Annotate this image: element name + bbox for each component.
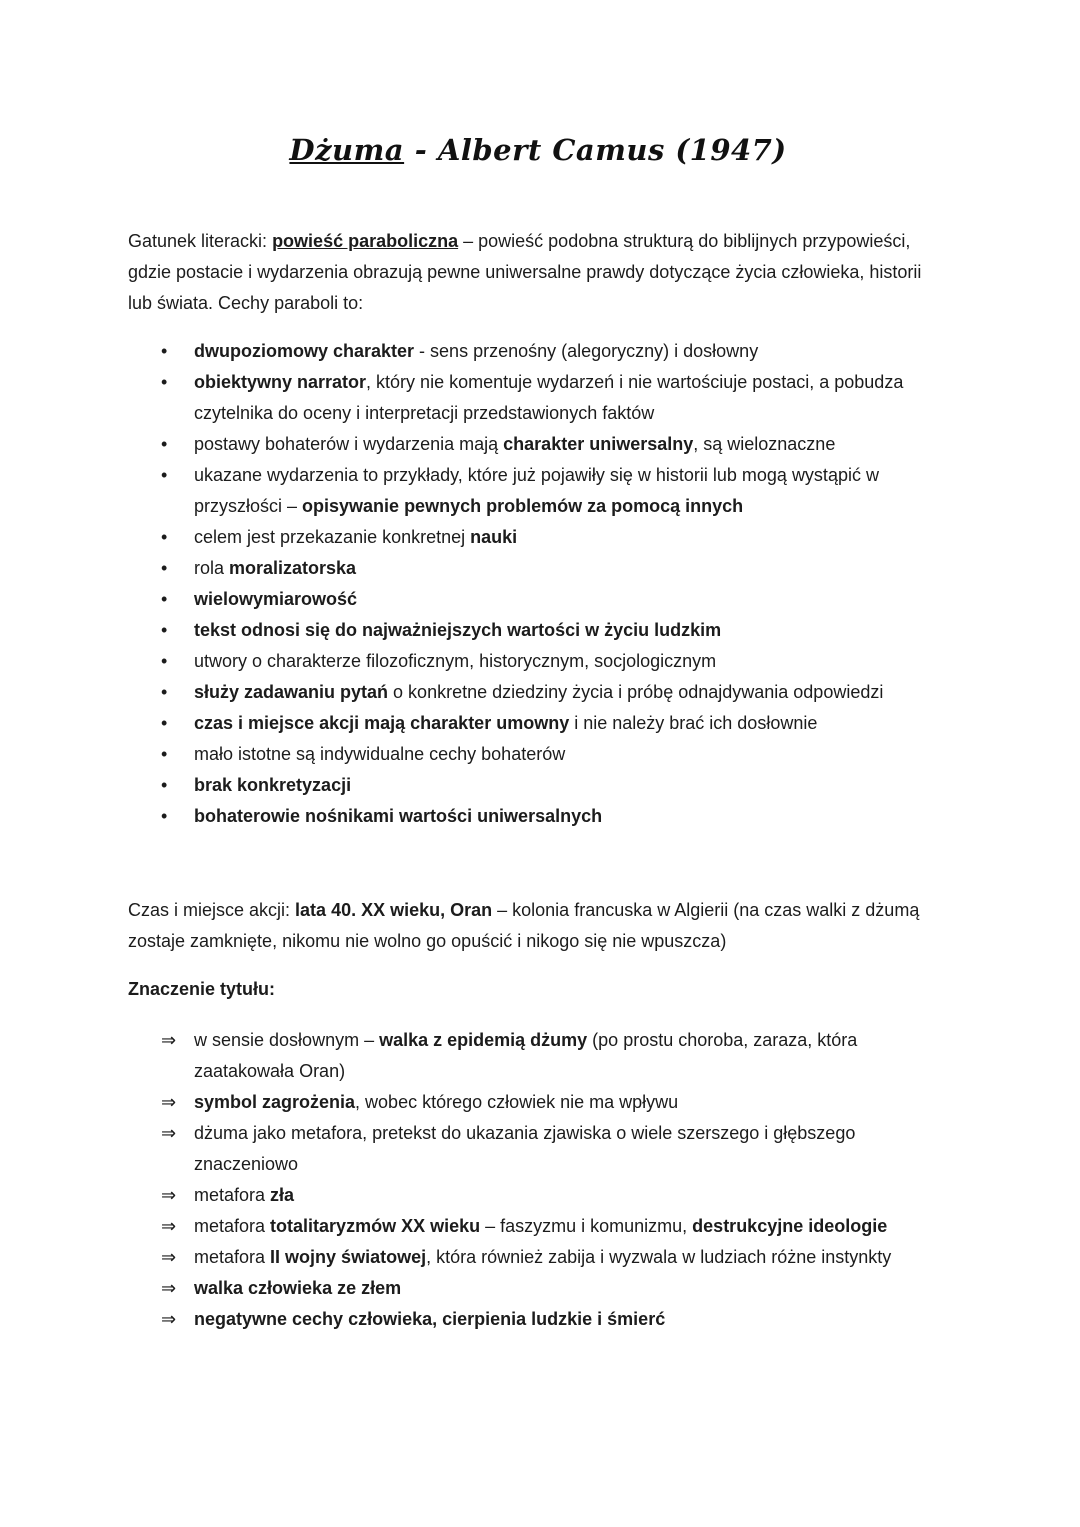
list-item — [161, 677, 948, 708]
text-segment: - sens przenośny (alegoryczny) i dosłowny — [414, 341, 759, 361]
list-item-text — [194, 770, 948, 801]
text-segment: , są wieloznaczne — [693, 434, 836, 454]
list-item-text — [194, 522, 948, 553]
list-item — [161, 553, 948, 584]
text-segment: Dżuma — [289, 133, 405, 167]
text-segment: negatywne cechy człowieka, cierpienia ludzkie i śmierć — [194, 1309, 666, 1329]
list-marker-icon: • — [161, 806, 168, 826]
text-segment: czas i miejsce akcji mają charakter umowny — [194, 713, 570, 733]
text-segment: moralizatorska — [229, 558, 357, 578]
list-item-text — [194, 1304, 948, 1335]
list-marker-icon: • — [161, 341, 168, 361]
text-segment: , która również zabija i wyzwala w ludziach różne instynkty — [426, 1247, 892, 1267]
text-segment: zła — [270, 1185, 295, 1205]
list-marker-icon: ⇒ — [161, 1247, 177, 1267]
text-segment: tekst odnosi się do najważniejszych wartości w życiu ludzkim — [194, 620, 722, 640]
list-item-text — [194, 1273, 948, 1304]
list-marker-icon: • — [161, 589, 168, 609]
text-segment: obiektywny narrator — [194, 372, 367, 392]
list-marker-icon: ⇒ — [161, 1030, 177, 1050]
list-item — [161, 708, 948, 739]
text-segment: , który nie komentuje wydarzeń i nie wartościuje postaci, a pobudza czytelnika do oceny i interpretacji przedstawionych faktów — [194, 372, 904, 423]
text-segment: postawy bohaterów i wydarzenia mają — [194, 434, 504, 454]
list-marker-icon: • — [161, 465, 168, 485]
list-marker-icon: • — [161, 558, 168, 578]
list-marker-icon: • — [161, 372, 168, 392]
list-item-text — [194, 739, 948, 770]
text-segment: celem jest przekazanie konkretnej — [194, 527, 471, 547]
list-item — [161, 1087, 948, 1118]
list-item-text — [194, 553, 948, 584]
document-title — [128, 132, 948, 168]
text-segment: symbol zagrożenia — [194, 1092, 356, 1112]
list-marker-icon: • — [161, 713, 168, 733]
list-item-text — [194, 646, 948, 677]
list-item-text — [194, 584, 948, 615]
text-segment: walka z epidemią dżumy — [379, 1030, 588, 1050]
list-marker-icon: • — [161, 651, 168, 671]
text-segment: służy zadawaniu pytań — [194, 682, 389, 702]
list-marker-icon: ⇒ — [161, 1278, 177, 1298]
list-item-text — [194, 429, 948, 460]
text-segment: Czas i miejsce akcji: — [128, 900, 296, 920]
text-segment: II wojny światowej — [270, 1247, 427, 1267]
text-segment: opisywanie pewnych problemów za pomocą innych — [302, 496, 744, 516]
list-item — [161, 1273, 948, 1304]
text-segment: w sensie dosłownym – — [194, 1030, 380, 1050]
parabola-features-list — [128, 336, 948, 832]
list-item — [161, 1304, 948, 1335]
text-segment: metafora — [194, 1185, 271, 1205]
list-item-text — [194, 801, 948, 832]
list-item-text — [194, 367, 948, 429]
list-marker-icon: • — [161, 775, 168, 795]
list-marker-icon: • — [161, 744, 168, 764]
text-segment: totalitaryzmów XX wieku — [270, 1216, 481, 1236]
title-meaning-heading: Znaczenie tytułu: — [128, 979, 276, 999]
list-item — [161, 801, 948, 832]
text-segment: Gatunek literacki: — [128, 231, 273, 251]
text-segment: charakter uniwersalny — [503, 434, 694, 454]
list-item — [161, 646, 948, 677]
list-marker-icon: ⇒ — [161, 1185, 177, 1205]
text-segment: metafora — [194, 1216, 271, 1236]
list-item-text — [194, 1118, 948, 1180]
list-item-text — [194, 615, 948, 646]
text-segment: powieść paraboliczna — [272, 231, 459, 251]
list-marker-icon: ⇒ — [161, 1123, 177, 1143]
list-item-text — [194, 1211, 948, 1242]
genre-intro-paragraph — [128, 226, 948, 319]
list-item-text — [194, 708, 948, 739]
text-segment: (po prostu choroba, zaraza, która zaatakowała Oran) — [194, 1030, 858, 1081]
list-item — [161, 584, 948, 615]
list-marker-icon: ⇒ — [161, 1216, 177, 1236]
list-item-text — [194, 1242, 948, 1273]
list-marker-icon: • — [161, 620, 168, 640]
text-segment: – faszyzmu i komunizmu, — [480, 1216, 693, 1236]
time-place-paragraph — [128, 895, 948, 957]
text-segment: utwory o charakterze filozoficznym, historycznym, socjologicznym — [194, 651, 717, 671]
text-segment: brak konkretyzacji — [194, 775, 352, 795]
text-segment: , wobec którego człowiek nie ma wpływu — [355, 1092, 679, 1112]
text-segment: walka człowieka ze złem — [194, 1278, 402, 1298]
text-segment: bohaterowie nośnikami wartości uniwersalnych — [194, 806, 603, 826]
list-marker-icon: ⇒ — [161, 1309, 177, 1329]
list-item-text — [194, 677, 948, 708]
list-item — [161, 1118, 948, 1180]
list-item — [161, 1242, 948, 1273]
list-item — [161, 1211, 948, 1242]
text-segment: mało istotne są indywidualne cechy bohaterów — [194, 744, 566, 764]
list-item — [161, 1180, 948, 1211]
list-item-text — [194, 336, 948, 367]
list-item — [161, 1025, 948, 1087]
text-segment: lata 40. XX wieku, Oran — [295, 900, 493, 920]
list-item — [161, 460, 948, 522]
text-segment: ukazane wydarzenia to przykłady, które już pojawiły się w historii lub mogą wystąpić w przyszłości – — [194, 465, 879, 516]
list-item-text — [194, 460, 948, 522]
text-segment: - Albert Camus (1947) — [404, 133, 787, 167]
text-segment: i nie należy brać ich dosłownie — [569, 713, 818, 733]
list-item — [161, 522, 948, 553]
list-marker-icon: • — [161, 434, 168, 454]
text-segment: dżuma jako metafora, pretekst do ukazania zjawiska o wiele szerszego i głębszego znaczeniowo — [194, 1123, 856, 1174]
text-segment: dwupoziomowy charakter — [194, 341, 415, 361]
list-item — [161, 739, 948, 770]
list-item — [161, 770, 948, 801]
list-marker-icon: ⇒ — [161, 1092, 177, 1112]
title-meaning-list — [128, 1025, 948, 1335]
list-item — [161, 615, 948, 646]
list-item-text — [194, 1180, 948, 1211]
text-segment: – kolonia francuska w Algierii (na czas walki z dżumą zostaje zamknięte, nikomu nie wolno go opuścić i nikogo się nie wpuszcza) — [128, 900, 920, 951]
text-segment: wielowymiarowość — [194, 589, 358, 609]
text-segment: metafora — [194, 1247, 271, 1267]
text-segment: nauki — [470, 527, 518, 547]
list-marker-icon: • — [161, 527, 168, 547]
list-item-text — [194, 1025, 948, 1087]
list-item — [161, 367, 948, 429]
list-item — [161, 429, 948, 460]
list-marker-icon: • — [161, 682, 168, 702]
text-segment: rola — [194, 558, 230, 578]
list-item-text — [194, 1087, 948, 1118]
list-item — [161, 336, 948, 367]
text-segment: destrukcyjne ideologie — [692, 1216, 888, 1236]
text-segment: – powieść podobna strukturą do biblijnych przypowieści, gdzie postacie i wydarzenia obrazują pewne uniwersalne prawdy dotyczące życia człowieka, historii lub świata. Cechy paraboli to: — [128, 231, 922, 313]
text-segment: o konkretne dziedziny życia i próbę odnajdywania odpowiedzi — [388, 682, 884, 702]
